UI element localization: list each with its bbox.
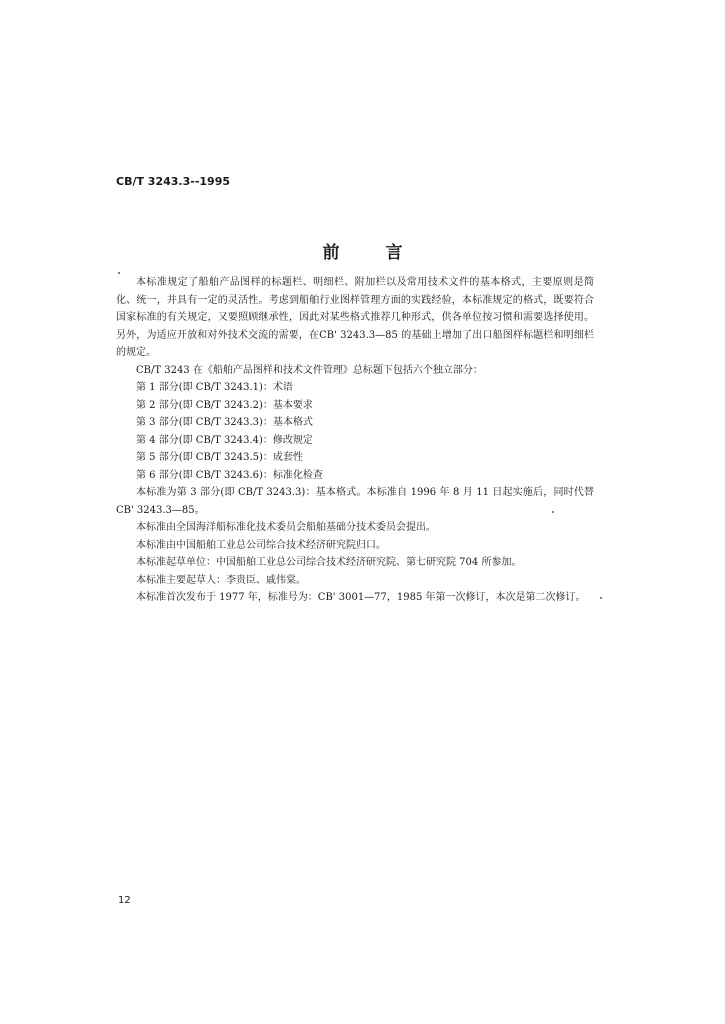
standard-code: CB/T 3243.3--1995 (116, 175, 231, 188)
paragraph-administrator: 本标准由中国船舶工业总公司综合技术经济研究院归口。 (136, 539, 386, 551)
paragraph-structure: CB/T 3243 在《船舶产品图样和技术文件管理》总标题下包括六个独立部分： (136, 364, 483, 376)
part-list-item: 第 5 部分(即 CB/T 3243.5)：成套性 (136, 452, 303, 463)
paragraph-intro: 本标准规定了船舶产品图样的标题栏、明细栏、附加栏以及常用技术文件的基本格式，主要原则是简化、统一，并具有一定的灵活性。考虑到船舶行业图样管理方面的实践经验，本标准规定的格式，既要符合国家标准的有关规定，又要照顾继承性，因此对某些格式推荐几种形式，供各单位按习惯和需要选择使用。另外，为适应开放和对外技术交流的需要，在CB' 3243.3—85 的基础上增加了出口船图样标题栏和明细栏的规定。 (116, 277, 594, 358)
scan-speck (600, 597, 602, 599)
paragraph-drafters: 本标准主要起草人：李贵臣、戚伟棠。 (136, 574, 306, 586)
scan-speck (118, 272, 120, 274)
paragraph-drafting-unit: 本标准起草单位：中国船舶工业总公司综合技术经济研究院、第七研究院 704 所参加。 (136, 557, 522, 568)
part-list-item: 第 2 部分(即 CB/T 3243.2)：基本要求 (136, 399, 313, 411)
scan-speck (552, 511, 554, 513)
paragraph-history: 本标准首次发布于 1977 年，标准号为：CB' 3001—77，1985 年第一次修订，本次是第二次修订。 (136, 592, 586, 603)
page-title: 前言 (322, 243, 449, 263)
body-text (116, 274, 594, 607)
part-list-item: 第 6 部分(即 CB/T 3243.6)：标准化检查 (136, 469, 323, 481)
part-list-item: 第 3 部分(即 CB/T 3243.3)：基本格式 (136, 417, 313, 428)
part-list-item: 第 1 部分(即 CB/T 3243.1)：术语 (136, 382, 293, 393)
part-list-item: 第 4 部分(即 CB/T 3243.4)：修改规定 (136, 434, 313, 446)
page-number: 12 (118, 895, 131, 906)
paragraph-replacement: 本标准为第 3 部分(即 CB/T 3243.3)：基本格式。本标准自 1996 年 8 月 11 日起实施后，同时代替CB' 3243.3—85。 (116, 487, 594, 516)
paragraph-proposer: 本标准由全国海洋船标准化技术委员会船舶基础分技术委员会提出。 (136, 522, 436, 533)
